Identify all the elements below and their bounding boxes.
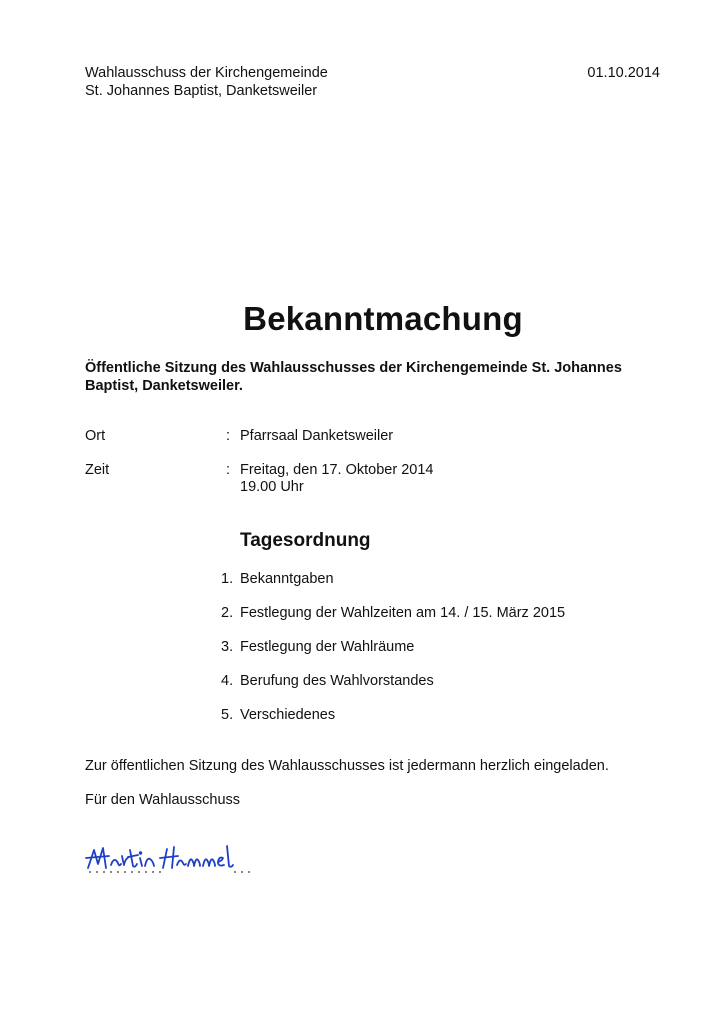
agenda-item	[221, 707, 335, 723]
document-subtitle: Öffentliche Sitzung des Wahlausschusses der Kirchengemeinde St. Johannes Baptist, Danketsweiler.	[85, 360, 622, 394]
agenda-item	[221, 605, 565, 621]
agenda-item-number: 2.	[221, 605, 234, 621]
sender-line-1: Wahlausschuss der Kirchengemeinde	[85, 65, 328, 81]
zeit-time: 19.00 Uhr	[240, 479, 304, 495]
zeit-label: Zeit	[85, 462, 110, 478]
agenda-item-text: Festlegung der Wahlzeiten am 14. / 15. März 2015	[240, 605, 566, 621]
ort-label: Ort	[85, 428, 106, 444]
agenda-item-text: Bekanntgaben	[240, 571, 334, 587]
zeit-date: Freitag, den 17. Oktober 2014	[240, 462, 434, 478]
ort-colon: :	[226, 428, 231, 444]
agenda-item-text: Festlegung der Wahlräume	[240, 639, 415, 655]
agenda-item-text: Verschiedenes	[240, 707, 336, 723]
zeit-value	[240, 462, 433, 496]
agenda-title: Tagesordnung	[240, 530, 371, 551]
invitation-text: Zur öffentlichen Sitzung des Wahlausschusses ist jedermann herzlich eingeladen.	[85, 758, 609, 774]
agenda-item-number: 3.	[221, 639, 234, 655]
agenda-item	[221, 571, 334, 587]
ort-value: Pfarrsaal Danketsweiler	[240, 428, 394, 444]
agenda-item-number: 4.	[221, 673, 234, 689]
agenda-item	[221, 639, 414, 655]
document-title: Bekanntmachung	[243, 300, 523, 337]
sender-line-2: St. Johannes Baptist, Danketsweiler	[85, 83, 318, 99]
zeit-colon: :	[226, 462, 231, 478]
sender-block	[85, 64, 328, 100]
agenda-item-number: 5.	[221, 707, 234, 723]
agenda-item-number: 1.	[221, 571, 234, 587]
agenda-item	[221, 673, 434, 689]
on-behalf-text: Für den Wahlausschuss	[85, 792, 241, 808]
signature-icon	[85, 838, 255, 878]
agenda-item-text: Berufung des Wahlvorstandes	[240, 673, 434, 689]
signature	[85, 838, 255, 883]
document-date: 01.10.2014	[587, 65, 660, 81]
